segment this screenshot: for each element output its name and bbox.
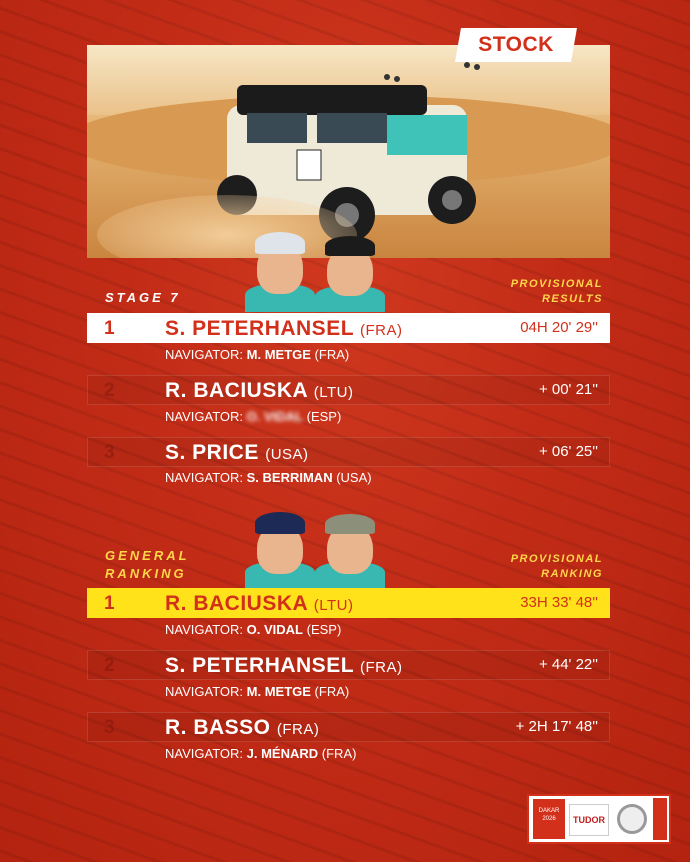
watch-icon bbox=[617, 804, 647, 834]
stage-driver-2: R. BACIUSKA (LTU) bbox=[165, 379, 354, 402]
general-driver-1: R. BACIUSKA (LTU) bbox=[165, 592, 354, 615]
general-pos-3: 3 bbox=[104, 717, 115, 738]
general-time-3: + 2H 17' 48'' bbox=[515, 718, 598, 735]
hero-photo bbox=[87, 45, 610, 258]
official-partner-strip bbox=[653, 798, 667, 840]
general-pos-2: 2 bbox=[104, 655, 115, 676]
general-time-2: + 44' 22'' bbox=[538, 656, 598, 673]
stage-navigator-2: NAVIGATOR: O. VIDAL (ESP) bbox=[165, 409, 342, 424]
stage-navigator-3: NAVIGATOR: S. BERRIMAN (USA) bbox=[165, 470, 372, 485]
tudor-logo: TUDOR bbox=[569, 804, 609, 836]
stage-results-label: PROVISIONAL RESULTS bbox=[510, 278, 603, 305]
stage-navigator-1: NAVIGATOR: M. METGE (FRA) bbox=[165, 347, 350, 362]
general-time-1: 33H 33' 48'' bbox=[520, 594, 598, 611]
driver-photo-general-1 bbox=[245, 508, 315, 588]
stage-label: STAGE 7 bbox=[105, 290, 181, 305]
driver-photo-stage-1 bbox=[245, 228, 315, 312]
general-driver-2: S. PETERHANSEL (FRA) bbox=[165, 654, 403, 677]
stage-time-3: + 06' 25'' bbox=[538, 443, 598, 460]
general-label: GENERAL RANKING bbox=[105, 548, 190, 581]
general-ranking-label: PROVISIONAL RANKING bbox=[510, 553, 603, 580]
stage-pos-1: 1 bbox=[104, 318, 115, 339]
stage-driver-1: S. PETERHANSEL (FRA) bbox=[165, 317, 403, 340]
stage-time-1: 04H 20' 29'' bbox=[520, 319, 598, 336]
navigator-photo-general-1 bbox=[315, 510, 385, 588]
sponsor-block bbox=[527, 794, 671, 844]
general-navigator-1: NAVIGATOR: O. VIDAL (ESP) bbox=[165, 622, 342, 637]
dakar-logo: DAKAR 2026 bbox=[533, 799, 565, 839]
stage-pos-2: 2 bbox=[104, 380, 115, 401]
general-navigator-3: NAVIGATOR: J. MÉNARD (FRA) bbox=[165, 746, 357, 761]
general-navigator-2: NAVIGATOR: M. METGE (FRA) bbox=[165, 684, 350, 699]
stage-time-2: + 00' 21'' bbox=[538, 381, 598, 398]
general-driver-3: R. BASSO (FRA) bbox=[165, 716, 320, 739]
stage-pos-3: 3 bbox=[104, 442, 115, 463]
stage-driver-3: S. PRICE (USA) bbox=[165, 441, 309, 464]
general-pos-1: 1 bbox=[104, 593, 115, 614]
category-badge: STOCK bbox=[478, 33, 554, 56]
navigator-photo-stage-1 bbox=[315, 232, 385, 312]
